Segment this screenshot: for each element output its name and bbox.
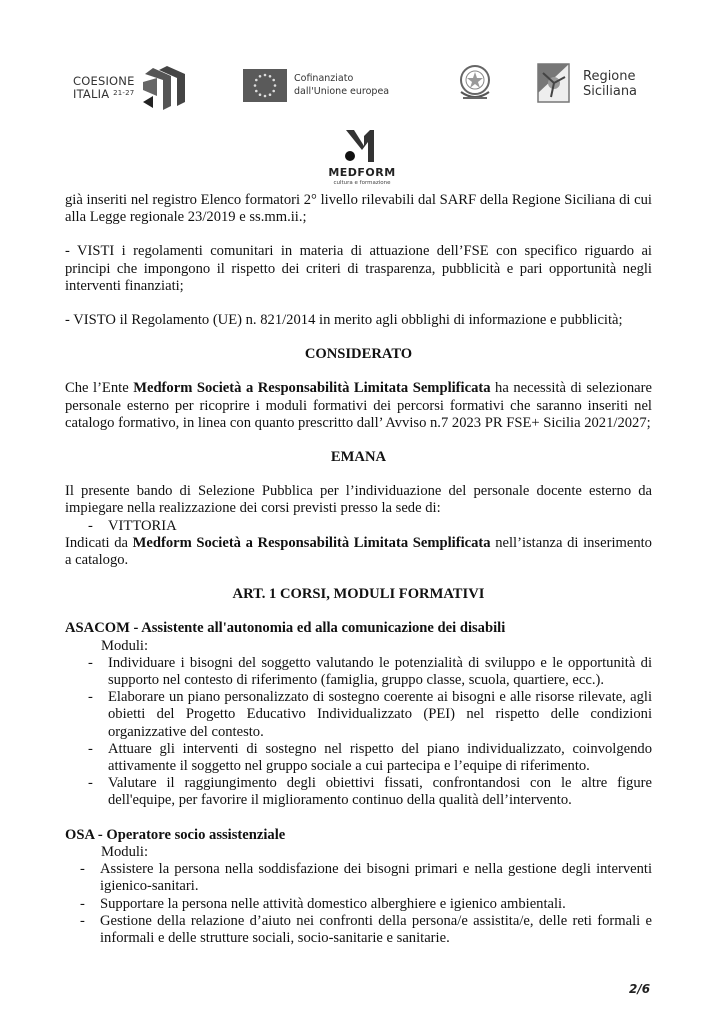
regione-logo-text xyxy=(583,69,637,99)
regione-siciliana-logo xyxy=(537,63,657,107)
course-title-osa: OSA - Operatore socio assistenziale xyxy=(65,826,286,843)
entity-name: Medform Società a Responsabilità Limitata Semplificata xyxy=(132,534,491,551)
considerato-post: ha necessità di selezionare personale esterno per ricoprire i moduli formativi dei percorsi formativi che saranno inseriti nel catalogo formativo, in linea con quanto prescritto dall’ Avviso n.7 2023 PR FSE+ Sicilia 2021/2027; xyxy=(65,380,652,431)
page-number: 2/6 xyxy=(629,982,651,996)
medform-logo xyxy=(312,126,412,192)
visti-paragraph: - VISTI i regolamenti comunitari in materia di attuazione dell’FSE con specifico riguardo ai principi che impongono il rispetto dei criteri di trasparenza, pubblicità e pari opportunità negli interventi finanziati; xyxy=(65,243,652,294)
indicati-paragraph xyxy=(65,535,652,569)
visto-paragraph: - VISTO il Regolamento (UE) n. 821/2014 in merito agli obblighi di informazione e pubblicità; xyxy=(65,312,623,329)
moduli-label: Moduli: xyxy=(101,843,149,860)
eu-logo-text xyxy=(294,72,389,98)
considerato-pre: Che l’Ente xyxy=(65,380,134,397)
sede-dash: - xyxy=(88,517,93,534)
moduli-label: Moduli: xyxy=(101,637,149,654)
module-item: - Elaborare un piano personalizzato di sostegno coerente ai bisogni e alle risorse rilevate, agli obietti del Progetto Educativo Individualizzato (PEI) nel rispetto delle condizioni organizzative del contesto. xyxy=(65,689,652,741)
module-item: - Individuare i bisogni del soggetto valutando le potenzialità di sviluppo e le opportunità di supporto nel contesto di riferimento (famiglia, gruppo classe, scuola, quartiere, ecc.). xyxy=(65,655,652,689)
art1-heading: ART. 1 CORSI, MODULI FORMATIVI xyxy=(232,586,485,603)
coesione-line2: ITALIA xyxy=(73,87,110,101)
indicati-post: nell’istanza di inserimento a catalogo. xyxy=(65,534,652,569)
coesione-years: 21-27 xyxy=(113,89,135,97)
coesione-line1: COESIONE xyxy=(73,74,135,88)
intro-continuation: già inseriti nel registro Elenco formatori 2° livello rilevabili dal SARF della Regione Siciliana di cui alla Legge regionale 23/2019 e ss.mm.ii.; xyxy=(65,192,652,226)
trinacria-shield-icon xyxy=(537,63,570,103)
module-item: - Attuare gli interventi di sostegno nel rispetto del piano individualizzato, coinvolgendo attivamente il soggetto nel gruppo sociale a cui partecipa e l’equipe di riferimento. xyxy=(65,741,652,775)
indicati-pre: Indicati da xyxy=(65,534,133,551)
emana-paragraph: Il presente bando di Selezione Pubblica per l’individuazione del personale docente esterno da impiegare nella realizzazione dei corsi previsti presso la sede di: xyxy=(65,483,652,517)
sede-item xyxy=(65,518,652,535)
course-title-asacom: ASACOM - Assistente all'autonomia ed alla comunicazione dei disabili xyxy=(65,620,506,637)
eu-line2: dall'Unione europea xyxy=(294,86,390,97)
emana-heading: EMANA xyxy=(330,449,387,466)
osa-module-list xyxy=(65,861,652,947)
module-item: - Assistere la persona nella soddisfazione dei bisogni primari e nella gestione degli interventi igienico-sanitari. xyxy=(65,861,652,895)
medform-tagline: cultura e formazione xyxy=(333,180,391,186)
sede-name: VITTORIA xyxy=(108,517,177,534)
coesione-logo-text xyxy=(73,75,135,100)
italian-republic-emblem-icon xyxy=(455,62,495,106)
eu-line1: Cofinanziato xyxy=(294,73,354,84)
regione-line2: Siciliana xyxy=(583,84,638,99)
module-item: - Valutare il raggiungimento degli obiettivi fissati, confrontandosi con le altre figure dell'equipe, per favorire il miglioramento continuo della qualità dell’intervento. xyxy=(65,775,652,809)
eu-flag-icon xyxy=(243,69,287,102)
module-item: - Supportare la persona nelle attività domestico alberghiere e igienico ambientali. xyxy=(65,896,652,913)
medform-m-icon xyxy=(344,128,380,164)
considerato-heading: CONSIDERATO xyxy=(304,346,413,363)
considerato-paragraph xyxy=(65,380,652,432)
module-item: - Gestione della relazione d’aiuto nei confronti della persona/e assistita/e, delle reti formali e informali e delle strutture sociali, socio-sanitarie e sanitarie. xyxy=(65,913,652,947)
asacom-module-list xyxy=(65,655,652,810)
medform-name: MEDFORM xyxy=(328,166,396,179)
eu-cofinanced-logo xyxy=(243,69,393,103)
document-body xyxy=(65,192,652,947)
coesione-italia-logo xyxy=(73,66,193,114)
regione-line1: Regione xyxy=(583,69,636,84)
entity-name: Medform Società a Responsabilità Limitata Semplificata xyxy=(133,380,491,397)
coesione-chevron-icon xyxy=(141,66,189,112)
